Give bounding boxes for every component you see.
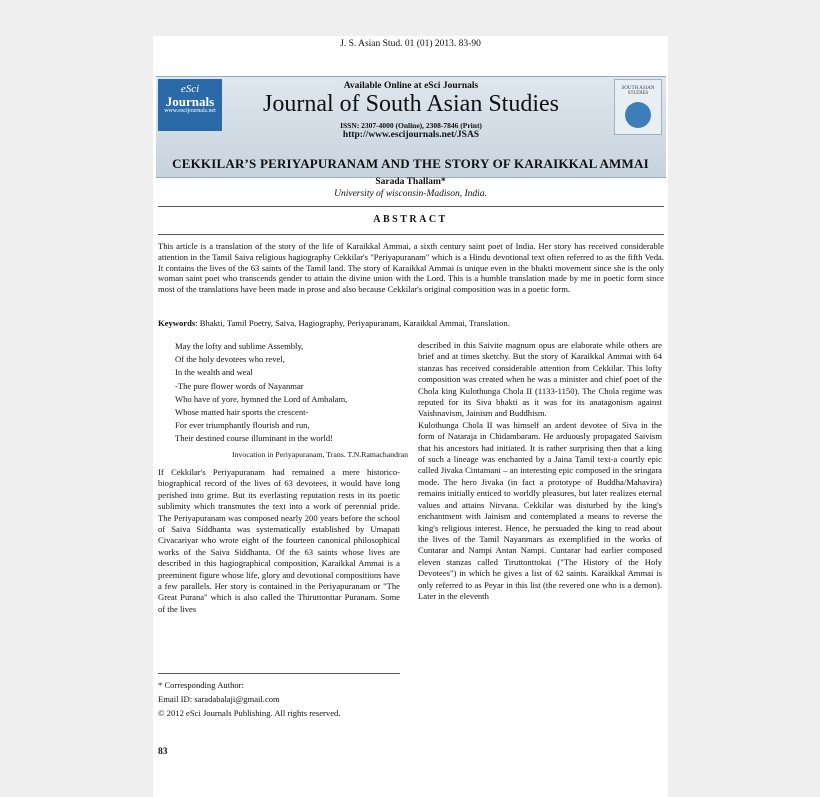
poem-line: Their destined course illuminant in the world!: [175, 433, 333, 444]
body-paragraph: Kulothunga Chola II was himself an ardent devotee of Siva in the form of Nataraja in Chidambaram. He arduously propagated Saivism that his ancestors had initiated. It is rather surprising then that a king of such a lineage was enchanted by a Jaina Tamil text-a courtly epic called Jivaka Cintamani – an interesting epic composed in the sringara mode. The hero Jivaka (in fact a prototype of Buddha/Mahavira) remains initially enticed to worldly pleasures, but later realizes eternal values and attains Nirvana. Cekkilar was disturbed by the king's enchantment with Jainism and contemplated a means to reverse the king's religious interest. Hence, he persuaded the king to read about the lives of the Tamil Nayanmars as exemplified in the works of Cuntarar and Nampi Antan Nampi. Cuntarar had earlier composed eleven stanzas called Tiruttonttokai ("The History of the Holy Devotees") in which he gives a list of 62 saints. Karaikkal Ammai is only referred to as Peyar in this list (the revered one who is a demon). Later in the eleventh: [418, 419, 662, 601]
abstract-text: This article is a translation of the story of the life of Karaikkal Ammai, a sixth century saint poet of India. Her story has received considerable attention in the Tamil Saiva religious hagiography Cekkilar's "Periyapuranam" which is a Hindu devotional text often referred to as the fifth Veda. It contains the lives of the 63 saints of the Tamil land. The story of Karaikkal Ammai is unique even in the bhakti movement since she is the only woman saint poet who transcends gender to attain the divine union with the Lord. This is a humble translation made by me in poetic form since most of the translations have been made in prose and also because Cekkilar's original composition was in a poetic form.: [158, 241, 664, 295]
journal-url-link[interactable]: http://www.escijournals.net/JSAS: [342, 130, 480, 140]
journal-title: Journal of South Asian Studies: [262, 91, 559, 117]
body-column-left: [158, 467, 400, 615]
poem-line: For ever triumphantly flourish and run,: [175, 420, 310, 431]
logo-url-text: www.escijournals.net: [164, 108, 216, 114]
body-column-right: [418, 340, 662, 602]
poem-line: Of the holy devotees who revel,: [175, 354, 285, 365]
article-author: Sarada Thallam*: [375, 177, 446, 187]
issn-line: ISSN: 2307-4000 (Online), 2308-7846 (Print): [340, 121, 482, 130]
poem-line: Whose matted hair sports the crescent-: [175, 407, 309, 418]
keywords-list: : Bhakti, Tamil Poetry, Saiva, Hagiography, Periyapuranam, Karaikkal Ammai, Translation.: [195, 318, 510, 328]
abstract-heading: ABSTRACT: [373, 214, 448, 225]
invocation-poem: [175, 340, 405, 446]
cover-globe-icon: [625, 102, 651, 128]
poem-line: May the lofty and sublime Assembly,: [175, 341, 304, 351]
poem-line: -The pure flower words of Nayanmar: [175, 380, 304, 391]
keywords-line: [158, 318, 664, 329]
copyright-notice: © 2012 eSci Journals Publishing. All rights reserved.: [158, 708, 341, 718]
available-online-text: Available Online at eSci Journals: [343, 81, 479, 91]
cover-label: SOUTH ASIAN STUDIES: [621, 86, 655, 96]
body-paragraph: described in this Saivite magnum opus are elaborate while others are brief and at times sketchy. But the story of Karaikkal Ammai with 64 stanzas has received considerable attention from Cekkilar. This lofty composition was created when he was a minister and chief poet of the Chola king Kulothunga Chola II (1133-1150). The Chola regime was reputed for its Siva bhakti as it was for its anatagonism against Vaishnavism, Jainism and Buddhism.: [418, 340, 662, 419]
body-paragraph: If Cekkilar's Periyapuranam had remained a mere historico-biographical record of the lives of 63 devotees, it would have long perished into grime. But its everlasting reputation rests in its poetic sublimity which transmutes the text into a work of perennial pride. The Periyapuranam was composed nearly 200 years before the school of Saiva Siddhanta was systematically established by Umapati Civacariyar who wrote eight of the fourteen canonical philosophical works of the Saiva Siddhanta. Of the 63 saints whose lives are described in this hagiographical composition, Karaikkal Ammai is a preeminent figure whose life, glory and devotional compositions have a few parallels. Her story is contained in the Periyapuranam or "The Great Purana" which is also called the Thiruttonttar Puranam. Some of the lives: [158, 467, 400, 614]
corresponding-email: Email ID: saradabalaji@gmail.com: [158, 694, 280, 704]
poem-line: In the wealth and weal: [175, 367, 253, 378]
paper-page: [153, 36, 668, 797]
keywords-label: Keywords: [158, 318, 196, 328]
corresponding-author-label: * Corresponding Author:: [158, 680, 244, 690]
journal-citation: J. S. Asian Stud. 01 (01) 2013. 83-90: [340, 39, 481, 49]
logo-main-text: Journals: [165, 94, 215, 109]
journal-cover-thumbnail: [614, 79, 662, 135]
abstract-inner-rule: [158, 234, 664, 235]
author-affiliation: University of wisconsin-Madison, India.: [334, 189, 487, 199]
footnote-block: [158, 678, 400, 720]
poem-credit: Invocation in Periyapuranam, Trans. T.N.Ramachandran: [232, 450, 408, 459]
poem-line: Who have of yore, hymned the Lord of Ambalam,: [175, 393, 348, 404]
logo-top-text: eSci: [180, 83, 200, 95]
footnote-rule: [158, 673, 400, 674]
page-number: 83: [158, 747, 168, 757]
article-title: CEKKILAR’S PERIYAPURANAM AND THE STORY OF KARAIKKAL AMMAI: [172, 156, 649, 171]
abstract-top-rule: [158, 206, 664, 207]
